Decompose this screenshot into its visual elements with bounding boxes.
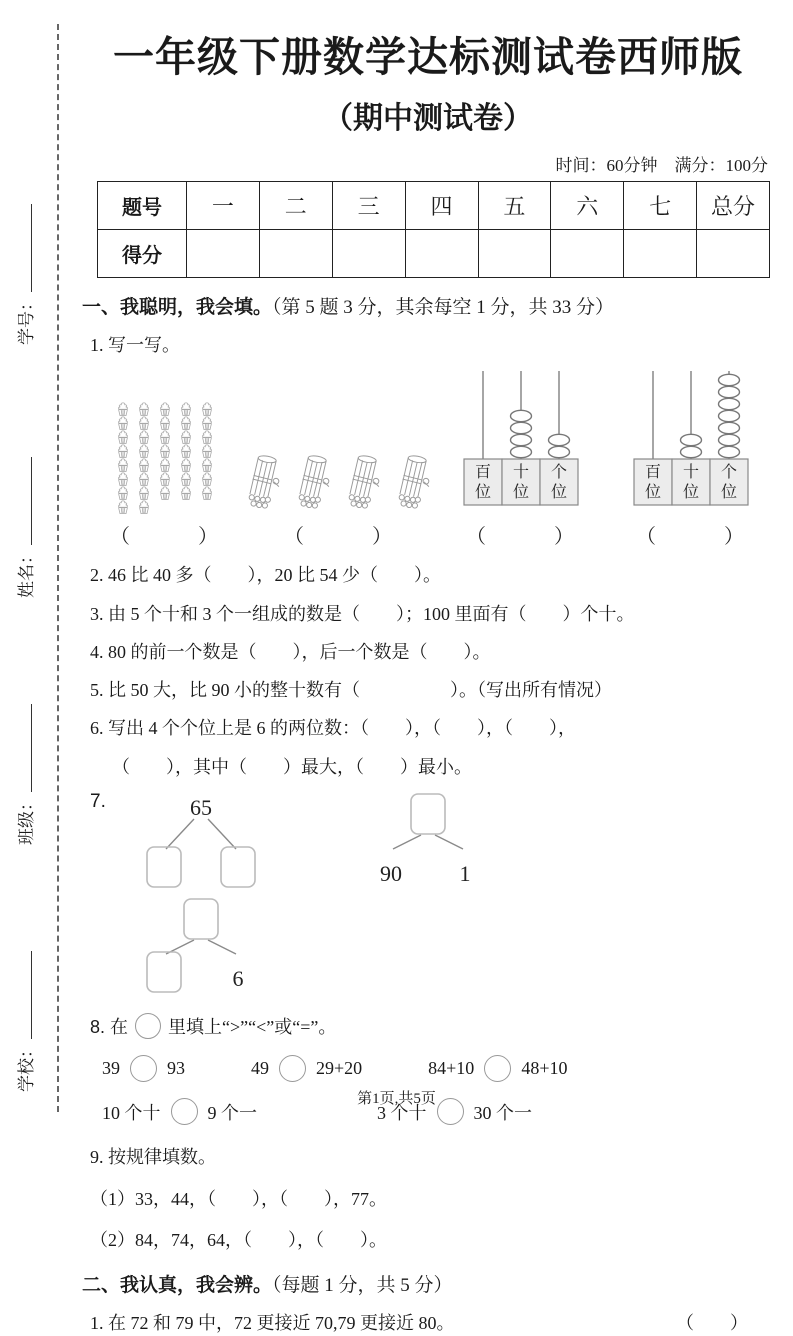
write-line bbox=[14, 204, 32, 292]
sidebar-field-label: 学校： bbox=[17, 1041, 36, 1092]
sidebar-field-label: 班级： bbox=[17, 794, 36, 845]
section2-title: 二、我认真，我会辨。 bbox=[82, 1275, 273, 1297]
cupcake-icon bbox=[113, 472, 133, 487]
section2-heading bbox=[82, 1270, 776, 1297]
cupcake-group bbox=[110, 402, 220, 549]
abacus-svg bbox=[630, 369, 752, 509]
score-cell-empty bbox=[624, 230, 697, 278]
cupcake-icon bbox=[176, 458, 196, 473]
cupcake-icon bbox=[134, 486, 154, 501]
question-8-intro bbox=[90, 1013, 776, 1039]
abacus-2 bbox=[630, 369, 752, 514]
score-cell-empty bbox=[697, 230, 770, 278]
answer-blank: （ ） bbox=[284, 526, 394, 549]
answer-blank: （ ） bbox=[110, 526, 220, 549]
place-value-label: 个位 bbox=[550, 464, 568, 502]
section1-title: 一、我聪明，我会填。 bbox=[82, 297, 273, 318]
sidebar-field-label: 姓名： bbox=[17, 547, 36, 598]
score-cell-empty bbox=[259, 230, 332, 278]
abacus-bead bbox=[681, 435, 702, 446]
seal-dashed-line bbox=[57, 24, 59, 1112]
comparison-left: 10 个十 bbox=[102, 1102, 161, 1123]
cupcake-icon bbox=[113, 486, 133, 501]
cupcake-icon bbox=[113, 500, 133, 515]
page-number: 第1页,共5页 bbox=[357, 1091, 436, 1107]
score-table-header-cell: 一 bbox=[187, 182, 260, 230]
abacus-bead bbox=[681, 447, 702, 458]
score-table-header-cell: 六 bbox=[551, 182, 624, 230]
sidebar-field-0 bbox=[12, 204, 37, 345]
question-9-line1: （1）33，44，（ ），（ ），77。 bbox=[90, 1188, 387, 1209]
cupcake-icon bbox=[134, 472, 154, 487]
abacus-group-2 bbox=[630, 369, 752, 549]
sidebar-field-3 bbox=[12, 951, 37, 1092]
score-cell-empty bbox=[187, 230, 260, 278]
section1-heading bbox=[82, 292, 776, 319]
cupcake-icon bbox=[113, 402, 133, 417]
cupcake-icon bbox=[155, 472, 175, 487]
stick-bundle-icon bbox=[392, 452, 436, 514]
write-line bbox=[14, 457, 32, 545]
place-value-label: 百位 bbox=[644, 464, 662, 502]
cupcake-icon bbox=[113, 430, 133, 445]
place-value-label: 个位 bbox=[720, 464, 738, 502]
time-score-info: 时间：60分钟 满分：100分 bbox=[555, 156, 768, 175]
cupcake-icon bbox=[155, 486, 175, 501]
stick-bundle-icon bbox=[342, 452, 386, 514]
bond-value: 65 bbox=[189, 795, 212, 821]
bond-empty-box bbox=[411, 794, 445, 834]
stick-bundles bbox=[242, 452, 436, 514]
sidebar-field-1 bbox=[12, 457, 37, 598]
cupcake-icon bbox=[134, 402, 154, 417]
cupcake-icon bbox=[176, 486, 196, 501]
comparison-item bbox=[251, 1055, 362, 1082]
question-1-visuals bbox=[110, 369, 776, 549]
write-line bbox=[14, 951, 32, 1039]
comparison-right: 48+10 bbox=[521, 1058, 568, 1079]
cupcake-icon bbox=[113, 416, 133, 431]
bond-value: 6 bbox=[232, 966, 244, 992]
cupcake-icon bbox=[113, 458, 133, 473]
bond-empty-box bbox=[184, 899, 218, 939]
question-9-line2: （2）84，74，64，（ ），（ ）。 bbox=[90, 1229, 387, 1250]
comparison-item bbox=[102, 1055, 185, 1082]
abacus-bead bbox=[719, 399, 740, 410]
abacus-bead bbox=[719, 423, 740, 434]
score-table bbox=[97, 181, 770, 278]
section1-note: （第 5 题 3 分，其余每空 1 分，共 33 分） bbox=[272, 297, 615, 318]
cupcake-icon bbox=[134, 458, 154, 473]
score-table-header-cell: 总分 bbox=[697, 182, 770, 230]
compare-circle-blank bbox=[484, 1055, 511, 1082]
cupcake-icon bbox=[113, 444, 133, 459]
score-table-header-cell: 三 bbox=[332, 182, 405, 230]
cupcake-icon bbox=[155, 416, 175, 431]
score-row-label: 得分 bbox=[98, 230, 187, 278]
question-8-text-before: 8. 在 bbox=[90, 1017, 129, 1038]
cupcake-icon bbox=[176, 472, 196, 487]
place-value-label: 十位 bbox=[682, 464, 700, 502]
paper-subtitle: （期中测试卷） bbox=[323, 102, 533, 135]
compare-circle-blank bbox=[130, 1055, 157, 1082]
number-bond-diagram bbox=[114, 789, 289, 889]
score-table-header-cell: 七 bbox=[624, 182, 697, 230]
abacus-bead bbox=[549, 447, 570, 458]
bond-empty-box bbox=[147, 847, 181, 887]
paper-title: 一年级下册数学达标测试卷西师版 bbox=[113, 34, 743, 80]
abacus-bead bbox=[719, 435, 740, 446]
comparison-right: 29+20 bbox=[316, 1058, 363, 1079]
number-bond-diagram bbox=[114, 894, 289, 994]
score-table-header-cell: 二 bbox=[259, 182, 332, 230]
stick-bundles-group bbox=[242, 452, 436, 549]
score-table-header-cell: 题号 bbox=[98, 182, 187, 230]
score-cell-empty bbox=[551, 230, 624, 278]
question-9: 9. 按规律填数。 bbox=[90, 1147, 216, 1168]
bond-empty-box bbox=[221, 847, 255, 887]
cupcake-grid bbox=[113, 402, 218, 514]
cupcake-icon bbox=[197, 416, 217, 431]
comparison-left: 3 个十 bbox=[377, 1102, 427, 1123]
question-8-comparisons-row1 bbox=[102, 1055, 776, 1082]
cupcake-icon bbox=[197, 444, 217, 459]
question-7-number: 7. bbox=[90, 791, 106, 813]
comparison-left: 84+10 bbox=[428, 1058, 475, 1079]
abacus-bead bbox=[719, 411, 740, 422]
comparison-right: 9 个一 bbox=[207, 1102, 257, 1123]
question-7 bbox=[90, 789, 776, 999]
abacus-bead bbox=[511, 423, 532, 434]
cupcake-icon bbox=[197, 402, 217, 417]
sidebar-field-2 bbox=[12, 704, 37, 845]
score-cell-empty bbox=[332, 230, 405, 278]
cupcake-icon bbox=[197, 430, 217, 445]
abacus-group-1 bbox=[460, 369, 582, 549]
question-6-line1: 6. 写出 4 个个位上是 6 的两位数：（ ），（ ），（ ）， bbox=[90, 718, 576, 739]
abacus-bead bbox=[511, 447, 532, 458]
question-6-line2: （ ），其中（ ）最大，（ ）最小。 bbox=[112, 756, 472, 777]
abacus-bead bbox=[511, 411, 532, 422]
place-value-label: 十位 bbox=[512, 464, 530, 502]
abacus-bead bbox=[719, 447, 740, 458]
bond-value: 1 bbox=[459, 861, 471, 887]
cupcake-icon bbox=[176, 416, 196, 431]
sidebar-field-label: 学号： bbox=[17, 294, 36, 345]
cupcake-icon bbox=[176, 402, 196, 417]
cupcake-icon bbox=[134, 416, 154, 431]
score-table-header-cell: 五 bbox=[478, 182, 551, 230]
comparison-right: 93 bbox=[167, 1058, 185, 1079]
compare-circle-blank bbox=[279, 1055, 306, 1082]
number-bond-diagram bbox=[341, 789, 516, 889]
score-cell-empty bbox=[405, 230, 478, 278]
cupcake-icon bbox=[134, 444, 154, 459]
abacus-svg bbox=[460, 369, 582, 509]
stick-bundle-icon bbox=[292, 452, 336, 514]
number-bond-diagrams bbox=[114, 789, 776, 999]
stick-bundle-icon bbox=[242, 452, 286, 514]
abacus-bead bbox=[719, 375, 740, 386]
cupcake-icon bbox=[197, 486, 217, 501]
cupcake-icon bbox=[155, 458, 175, 473]
abacus-bead bbox=[719, 387, 740, 398]
abacus-bead bbox=[511, 435, 532, 446]
comparison-item bbox=[428, 1055, 567, 1082]
question-8-text-after: 里填上“>”“<”或“=”。 bbox=[168, 1017, 337, 1038]
cupcake-icon bbox=[197, 458, 217, 473]
abacus-1 bbox=[460, 369, 582, 514]
cupcake-icon bbox=[176, 444, 196, 459]
cupcake-icon bbox=[134, 430, 154, 445]
comparison-right: 30 个一 bbox=[473, 1102, 532, 1123]
cupcake-icon bbox=[155, 430, 175, 445]
answer-blank: （ ） bbox=[466, 526, 576, 549]
cupcake-icon bbox=[176, 430, 196, 445]
cupcake-icon bbox=[197, 472, 217, 487]
cupcake-icon bbox=[134, 500, 154, 515]
answer-blank: （ ） bbox=[676, 1313, 748, 1334]
section2-question-1 bbox=[90, 1311, 776, 1335]
score-cell-empty bbox=[478, 230, 551, 278]
section2-question-1-text: 1. 在 72 和 79 中，72 更接近 70,79 更接近 80。 bbox=[90, 1313, 455, 1334]
paper-content bbox=[80, 0, 776, 1336]
comparison-left: 49 bbox=[251, 1058, 269, 1079]
compare-circle-icon bbox=[135, 1013, 161, 1039]
score-table-header-row bbox=[98, 182, 770, 230]
place-value-label: 百位 bbox=[474, 464, 492, 502]
write-line bbox=[14, 704, 32, 792]
comparison-left: 39 bbox=[102, 1058, 120, 1079]
cupcake-icon bbox=[155, 402, 175, 417]
section2-note: （每题 1 分，共 5 分） bbox=[272, 1275, 453, 1297]
cupcake-icon bbox=[155, 444, 175, 459]
score-table-score-row bbox=[98, 230, 770, 278]
question-3: 3. 由 5 个十和 3 个一组成的数是（ ）；100 里面有（ ）个十。 bbox=[90, 603, 635, 624]
score-table-header-cell: 四 bbox=[405, 182, 478, 230]
abacus-bead bbox=[549, 435, 570, 446]
bond-value: 90 bbox=[379, 861, 402, 887]
question-1: 1. 写一写。 bbox=[90, 335, 180, 355]
question-2: 2. 46 比 40 多（ ），20 比 54 少（ ）。 bbox=[90, 565, 441, 586]
bond-empty-box bbox=[147, 952, 181, 992]
question-5: 5. 比 50 大，比 90 小的整十数有（ ）。（写出所有情况） bbox=[90, 680, 612, 701]
answer-blank: （ ） bbox=[636, 526, 746, 549]
question-4: 4. 80 的前一个数是（ ），后一个数是（ ）。 bbox=[90, 641, 491, 662]
